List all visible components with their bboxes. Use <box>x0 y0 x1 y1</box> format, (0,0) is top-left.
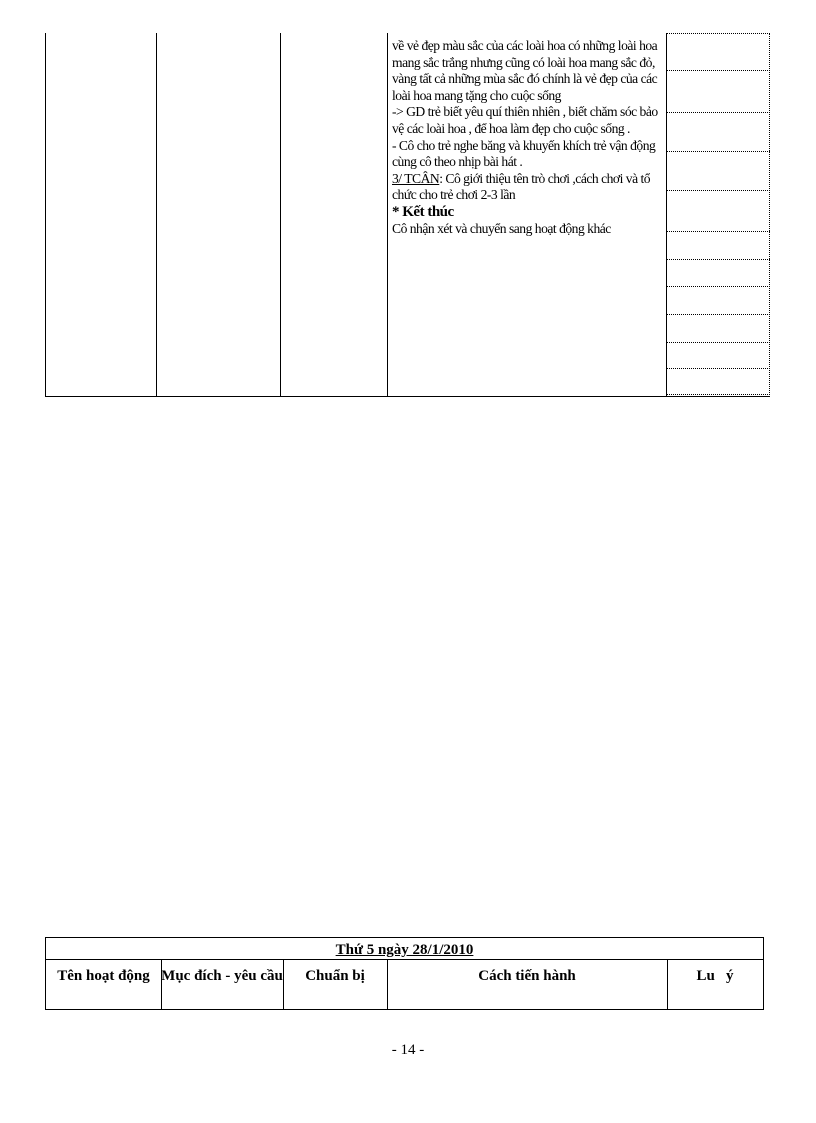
procedure-paragraph-1: về vẻ đẹp màu sắc của các loài hoa có những loài hoa mang sắc trắng nhưng cũng có loài hoa mang sắc đỏ, vàng tất cả những mùa sắc đó chính là vẻ đẹp của các loài hoa mang tặng cho cuộc sống <box>392 38 658 103</box>
column-header-procedure: Cách tiến hành <box>387 960 668 1010</box>
note-line <box>666 314 770 315</box>
note-line <box>666 70 770 71</box>
notes-bottom-dotted <box>666 394 770 395</box>
end-text: Cô nhận xét và chuyển sang hoạt động khác <box>392 220 611 236</box>
procedure-paragraph-tcan <box>392 171 664 204</box>
schedule-header-table <box>45 937 764 1010</box>
procedure-text <box>392 38 664 237</box>
column-header-purpose: Mục đích - yêu cầu <box>161 960 284 1010</box>
page-number: - 14 - <box>391 1042 425 1058</box>
note-line <box>666 190 770 191</box>
purpose-cell <box>156 33 281 397</box>
procedure-paragraph-2: -> GD trẻ biết yêu quí thiên nhiên , biết chăm sóc bảo vệ các loài hoa , để hoa làm đẹp cho cuộc sống . <box>392 104 658 136</box>
note-line <box>666 151 770 152</box>
note-line <box>666 231 770 232</box>
notes-cell <box>666 33 770 397</box>
note-line <box>666 286 770 287</box>
procedure-paragraph-3: - Cô cho trẻ nghe băng và khuyến khích trẻ vận động cùng cô theo nhịp bài hát . <box>392 137 656 170</box>
note-line <box>666 368 770 369</box>
day-title-text: Thứ 5 ngày 28/1/2010 <box>335 942 474 958</box>
activity-name-cell <box>45 33 157 397</box>
note-line <box>666 342 770 343</box>
table-bottom-border <box>45 396 770 397</box>
column-header-preparation: Chuẩn bị <box>283 960 388 1010</box>
preparation-cell <box>280 33 388 397</box>
column-header-notes: Lu ý <box>696 968 734 984</box>
column-header-activity-name: Tên hoạt động <box>46 960 162 1010</box>
tcan-text: : Cô giới thiệu tên trò chơi ,cách chơi và tổ chức cho trẻ chơi 2-3 lần <box>392 170 651 203</box>
procedure-cell <box>387 33 667 397</box>
note-line <box>666 112 770 113</box>
end-title: * Kết thúc <box>392 203 454 220</box>
note-line <box>666 259 770 260</box>
note-line <box>666 33 770 34</box>
day-title <box>46 938 763 960</box>
tcan-label: 3/ TCÂN <box>392 170 440 186</box>
activity-table-continuation <box>45 33 770 397</box>
